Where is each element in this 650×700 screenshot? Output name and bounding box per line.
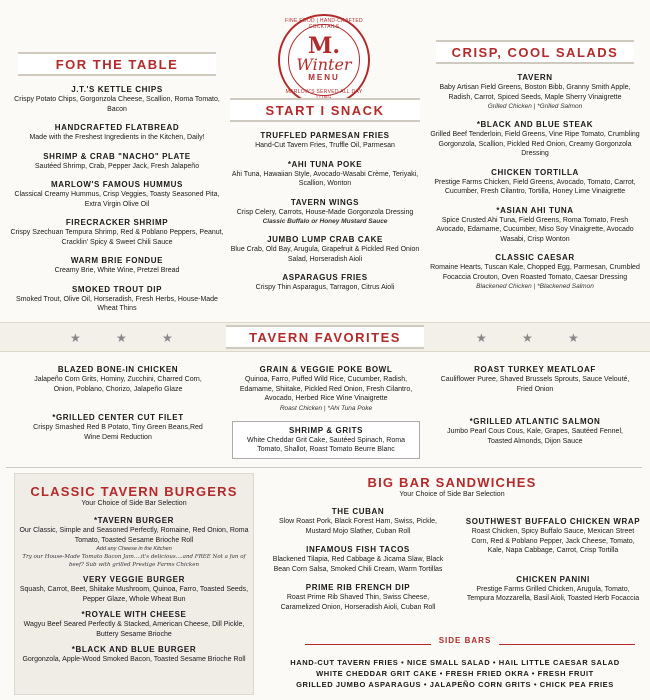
logo-arc-bottom: MARLOW'S SERVED ALL DAY [285,89,363,95]
item-desc: Wagyu Beef Seared Perfectly & Stacked, American Cheese, Dill Pickle, Buttery Sesame Brioche [23,621,245,638]
item-desc: Crisp Celery, Carrots, House-Made Gorgonzola Dressing [236,208,414,216]
item-note: Blackened Chicken | *Blackened Salmon [476,283,594,290]
menu-item [10,84,224,114]
item-desc: Jalapeño Corn Grits, Hominy, Zucchini, Charred Corn, Onion, Poblano, Chorizo, Jalapeño Glaze [34,376,202,393]
item-desc: Blackened Tilapia, Red Cabbage & Jicama Slaw, Black Bean Corn Salsa, Smoked Chili Cream, Warm Tortillas [272,556,444,573]
sandwiches-header [262,475,642,500]
section-title: FOR THE TABLE [55,56,179,72]
sandwiches-left [268,506,448,620]
menu-item [232,364,420,413]
menu-item [464,574,642,604]
item-note: Classic Buffalo or Honey Mustard Sauce [262,218,388,225]
star-icon: ★ [162,331,173,345]
favorites-left [30,364,206,450]
logo-inner-ring [288,24,360,96]
burgers-panel [14,473,254,695]
menu-item [30,412,206,442]
item-desc: Jumbo Pearl Cous Cous, Kale, Grapes, Sautéed Fennel, Toasted Almonds, Dijon Sauce [447,428,623,445]
menu-item [232,421,420,459]
salads-header [436,40,634,64]
menu-item [440,364,630,394]
start-snack-header [230,98,420,122]
menu-item [226,234,424,264]
item-desc: Roast Chicken, Spicy Buffalo Sauce, Mexican Street Corn, Red & Poblano Pepper, Jack Cheese, Tomato, Kale, Napa Cabbage, Carrot, Crisp Tortilla [471,528,635,554]
menu-item [268,582,448,612]
menu-item [19,644,249,665]
logo-m: M. [307,33,340,59]
item-desc: Prestige Farms Grilled Chicken, Arugula, Tomato, Tempura Mozzarella, Basil Aioli, Toasted Herb Focaccia [466,585,640,602]
item-name: *BLACK AND BLUE BURGER [71,645,197,654]
side-bars-line: WHITE CHEDDAR GRIT CAKE • FRESH FRIED OKRA • FRESH FRUIT [316,669,594,678]
star-icon: ★ [70,331,81,345]
star-icon: ★ [476,331,487,345]
item-desc: Smoked Trout, Olive Oil, Horseradish, Fresh Herbs, House-Made Wheat Thins [16,295,218,312]
menu-item [226,272,424,293]
menu-item [10,122,224,143]
menu-item [10,255,224,276]
item-name: INFAMOUS FISH TACOS [306,545,410,554]
winter-menu-logo [278,14,370,106]
item-name: *GRILLED CENTER CUT FILET [52,413,184,422]
section-title: START I SNACK [265,102,385,118]
item-desc: Crispy Thin Asparagus, Tarragon, Citrus Aioli [255,284,395,291]
menu-item [19,515,249,569]
section-title: CLASSIC TAVERN BURGERS [30,484,238,499]
item-name: CHICKEN TORTILLA [491,167,579,177]
section-divider [6,467,642,468]
for-the-table-list [10,84,224,322]
item-desc: Classical Creamy Hummus, Crisp Veggies, Toasty Seasoned Pita, Extra Virgin Olive Oil [14,191,220,208]
item-name: SMOKED TROUT DIP [71,284,163,294]
item-name: SHRIMP & GRITS [288,425,364,435]
item-name: THE CUBAN [331,507,385,516]
logo-menu: MENU [308,73,340,82]
item-desc: Creamy Brie, White Wine, Pretzel Bread [54,267,180,274]
start-snack-list [226,130,424,301]
item-desc: Prestige Farms Chicken, Field Greens, Avocado, Tomato, Carrot, Cucumber, Fresh Cilantro, Tortilla, Honey Lime Vinaigrette [434,178,636,195]
menu-item [226,197,424,227]
item-name: TRUFFLED PARMESAN FRIES [260,131,390,140]
item-desc: Ahi Tuna, Hawaiian Style, Avocado-Wasabi Crème, Teriyaki, Scallion, Wonton [231,170,419,187]
item-name: *ROYALE WITH CHEESE [81,610,187,619]
side-bars-line: HAND-CUT TAVERN FRIES • NICE SMALL SALAD • HAIL LITTLE CAESAR SALAD [290,658,620,667]
item-name: CHICKEN PANINI [516,574,590,584]
side-bars-list [262,657,648,690]
menu-item [268,506,448,536]
star-icon: ★ [522,331,533,345]
item-desc: Baby Artisan Field Greens, Boston Bibb, Granny Smith Apple, Radish, Carrot, Spiced Seeds, Maple Sherry Vinaigrette [439,84,631,101]
item-desc: Gorgonzola, Apple-Wood Smoked Bacon, Toasted Sesame Brioche Roll [22,656,246,663]
item-name: ROAST TURKEY MEATLOAF [474,365,596,374]
menu-item [30,364,206,394]
star-icon: ★ [116,331,127,345]
item-name: JUMBO LUMP CRAB CAKE [267,235,383,244]
item-desc: Our Classic, Simple and Seasoned Perfectly, Romaine, Red Onion, Roma Tomato, Toasted Sesame Brioche Roll [19,527,249,544]
item-name: FIRECRACKER SHRIMP [65,218,169,227]
item-name: MARLOW'S FAMOUS HUMMUS [51,180,183,189]
section-subtitle: Your Choice of Side Bar Selection [81,500,187,507]
item-name: CLASSIC CAESAR [495,253,575,262]
item-note: Grilled Chicken | *Grilled Salmon [487,103,583,110]
item-desc: Squash, Carrot, Beet, Shiitake Mushroom, Quinoa, Farro, Toasted Seeds, Pepper Glaze, Whole Wheat Bun [19,586,249,603]
menu-item [226,130,424,151]
item-name: HANDCRAFTED FLATBREAD [54,123,180,132]
item-desc: Cauliflower Puree, Shaved Brussels Sprouts, Sauce Velouté, Fried Onion [440,376,630,393]
menu-item [440,416,630,446]
item-desc: White Cheddar Grit Cake, Sautéed Spinach, Roma Tomato, Shallot, Roast Tomato Beurre Blanc [247,436,405,453]
item-desc: Sautéed Shrimp, Crab, Pepper Jack, Fresh Jalapeño [34,162,200,170]
for-the-table-header [18,52,216,76]
menu-item [428,205,642,245]
item-desc: Made with the Freshest Ingredients in the Kitchen, Daily! [29,134,205,141]
item-desc: Slow Roast Pork, Black Forest Ham, Swiss, Pickle, Mustard Mojo Slather, Cuban Roll [279,518,437,535]
item-name: GRAIN & VEGGIE POKE BOWL [259,365,393,374]
logo-arc-top: FINE FOOD | HAND-CRAFTED COCKTAILS [285,18,363,30]
tavern-favorites-header [226,325,424,349]
favorites-right [440,364,630,454]
menu-item [10,284,224,314]
star-icon: ★ [568,331,579,345]
sandwiches-right [464,516,642,612]
section-subtitle: Your Choice of Side Bar Selection [399,491,505,498]
menu-item [428,72,642,111]
item-name: *AHI TUNA POKE [287,159,363,169]
menu-item [428,119,642,159]
burgers-list [19,484,249,673]
item-name: *GRILLED ATLANTIC SALMON [469,417,601,426]
item-desc: Spice Crusted Ahi Tuna, Field Greens, Roma Tomato, Fresh Avocado, Edamame, Cucumber, Miso Soy Vinaigrette, Avocado Wasabi, Crisp Wonton [436,216,634,243]
item-desc: Crispy Potato Chips, Gorgonzola Cheese, Scallion, Roma Tomato, Bacon [14,96,220,113]
menu-item [19,574,249,604]
menu-item [464,516,642,556]
item-name: BLAZED BONE-IN CHICKEN [57,365,179,374]
item-name: ASPARAGUS FRIES [282,273,368,282]
section-title: BIG BAR SANDWICHES [367,475,537,490]
side-bars-line: GRILLED JUMBO ASPARAGUS • JALAPEÑO CORN GRITS • CHICK PEA FRIES [296,680,614,689]
item-note: Roast Chicken | *Ahi Tuna Poke [279,404,373,412]
item-desc: Roast Prime Rib Shaved Thin, Swiss Cheese, Caramelized Onion, Horseradish Aioli, Cuban Roll [280,594,436,611]
menu-item [19,609,249,639]
item-desc: Crispy Szechuan Tempura Shrimp, Red & Poblano Peppers, Peanut, Cracklin' Spicy & Sweet Chili Sauce [10,229,224,246]
favorites-mid [232,364,420,467]
salads-list [428,72,642,299]
item-desc: Quinoa, Farro, Puffed Wild Rice, Cucumber, Radish, Edamame, Shiitake, Pickled Red Onion, Fresh Cilantro, Avocado, Herbed Rice Wine Vinaigrette [239,376,413,402]
item-name: WARM BRIE FONDUE [70,256,164,265]
logo-winter: Winter [296,55,352,74]
item-name: J.T.'S KETTLE CHIPS [71,85,163,94]
item-desc: Blue Crab, Old Bay, Arugula, Grapefruit & Pickled Red Onion Salad, Horseradish Aioli [230,246,420,263]
menu-item [428,252,642,291]
item-name: *ASIAN AHI TUNA [496,205,574,215]
menu-item [226,159,424,189]
side-bars-title [300,636,630,645]
item-name: *BLACK AND BLUE STEAK [476,120,594,129]
item-name: SOUTHWEST BUFFALO CHICKEN WRAP [465,517,641,526]
item-name: PRIME RIB FRENCH DIP [305,583,411,592]
item-name: *TAVERN BURGER [93,516,175,525]
menu-item [10,217,224,247]
menu-item [268,544,448,574]
item-note: Try our House-Made Tomato Bacon Jam....it's delicious....and FREE Not a fan of beef? Sub with grilled Prestige Farms Chicken [22,554,246,568]
item-desc: Crispy Smashed Red B Potato, Tiny Green Beans,Red Wine Demi Reduction [33,424,203,441]
section-title: CRISP, COOL SALADS [451,44,619,60]
item-name: TAVERN WINGS [290,197,360,207]
item-desc: Hand-Cut Tavern Fries, Truffle Oil, Parmesan [255,142,395,149]
menu-item [10,151,224,172]
item-name: SHRIMP & CRAB "NACHO" PLATE [43,151,191,161]
item-name: TAVERN [517,73,553,82]
side-bars-label: SIDE BARS [431,636,500,645]
item-note: Add any Cheese in the Kitchen [96,546,172,552]
item-name: VERY VEGGIE BURGER [83,575,185,584]
item-desc: Romaine Hearts, Tuscan Kale, Chopped Egg, Parmesan, Crumbled Focaccia Crouton, Oven Roasted Tomato, Caesar Dressing [430,264,640,281]
menu-item [10,179,224,209]
section-title: TAVERN FAVORITES [249,329,401,345]
menu-item [428,167,642,197]
item-desc: Grilled Beef Tenderloin, Field Greens, Vine Ripe Tomato, Crumbling Gorgonzola, Scallion, Pickled Red Onion, Creamy Gorgonzola Dressing [430,131,640,157]
